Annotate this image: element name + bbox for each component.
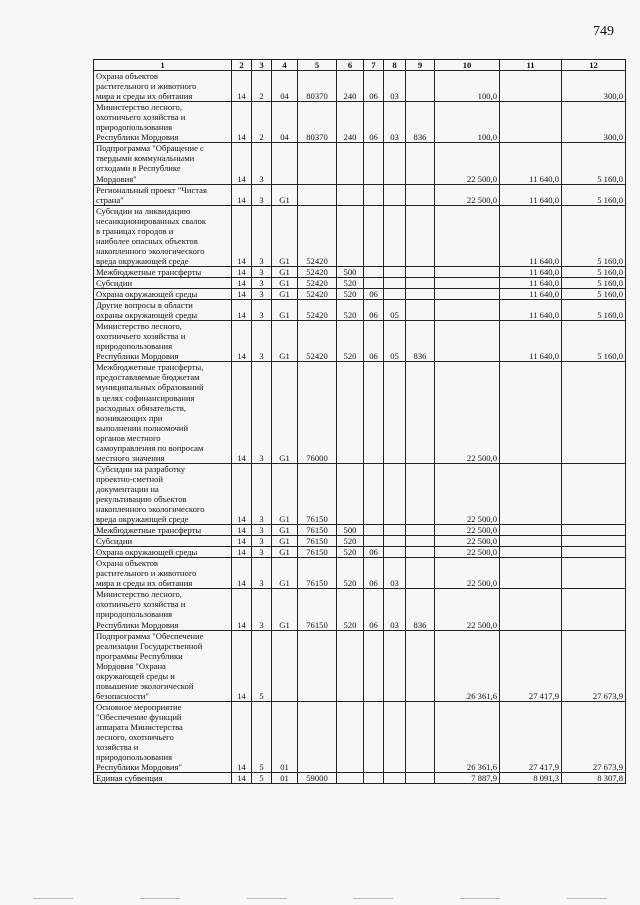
code-cell: G1 (272, 300, 298, 321)
code-cell: 03 (384, 558, 406, 589)
table-row (94, 321, 626, 362)
code-cell: 520 (337, 289, 364, 300)
amount-cell (562, 536, 626, 547)
expense-name-cell: Министерство лесного, охотничьего хозяйства и природопользования Республики Мордовия (94, 321, 232, 362)
code-cell: 59000 (298, 773, 337, 784)
code-cell: 01 (272, 701, 298, 772)
code-cell: 3 (252, 277, 272, 288)
code-cell (406, 277, 435, 288)
code-cell (337, 701, 364, 772)
code-cell: 80370 (298, 102, 337, 143)
code-cell (406, 773, 435, 784)
code-cell (406, 701, 435, 772)
code-cell: 04 (272, 71, 298, 102)
code-cell: 52420 (298, 205, 337, 266)
expense-name-cell: Субсидии на разработку проектно-сметной документации на рекультивацию объектов накопленного экологического вреда окружающей среде (94, 463, 232, 524)
table-row (94, 558, 626, 589)
column-header: 8 (384, 60, 406, 71)
code-cell: 14 (232, 300, 252, 321)
amount-cell: 5 160,0 (562, 277, 626, 288)
table-row (94, 463, 626, 524)
amount-cell: 5 160,0 (562, 321, 626, 362)
code-cell: 06 (364, 558, 384, 589)
code-cell: 520 (337, 589, 364, 630)
amount-cell: 11 640,0 (500, 143, 562, 184)
code-cell: 3 (252, 525, 272, 536)
code-cell: 06 (364, 589, 384, 630)
amount-cell (500, 102, 562, 143)
code-cell (384, 184, 406, 205)
code-cell: 14 (232, 266, 252, 277)
code-cell (364, 630, 384, 701)
expense-name-cell: Субсидии на ликвидацию несанкционированных свалок в границах городов и наиболее опасных объектов накопленного экологического вреда окружающей среде (94, 205, 232, 266)
amount-cell: 8 091,3 (500, 773, 562, 784)
code-cell: 76150 (298, 589, 337, 630)
code-cell (337, 184, 364, 205)
code-cell: 06 (364, 321, 384, 362)
amount-cell: 27 673,9 (562, 701, 626, 772)
table-row (94, 277, 626, 288)
amount-cell (562, 525, 626, 536)
code-cell: G1 (272, 321, 298, 362)
amount-cell (435, 277, 500, 288)
code-cell: G1 (272, 277, 298, 288)
code-cell: 240 (337, 102, 364, 143)
code-cell: 2 (252, 102, 272, 143)
amount-cell: 22 500,0 (435, 589, 500, 630)
code-cell: 5 (252, 773, 272, 784)
code-cell: 76000 (298, 362, 337, 463)
amount-cell: 5 160,0 (562, 143, 626, 184)
amount-cell: 27 417,9 (500, 630, 562, 701)
code-cell: 14 (232, 277, 252, 288)
column-header: 9 (406, 60, 435, 71)
code-cell: 3 (252, 362, 272, 463)
code-cell: 14 (232, 525, 252, 536)
code-cell: 240 (337, 71, 364, 102)
expense-name-cell: Министерство лесного, охотничьего хозяйства и природопользования Республики Мордовия (94, 589, 232, 630)
expense-name-cell: Министерство лесного, охотничьего хозяйства и природопользования Республики Мордовия (94, 102, 232, 143)
code-cell (298, 630, 337, 701)
code-cell (384, 547, 406, 558)
column-header: 7 (364, 60, 384, 71)
code-cell: G1 (272, 184, 298, 205)
amount-cell (562, 463, 626, 524)
code-cell: 3 (252, 321, 272, 362)
code-cell: 500 (337, 266, 364, 277)
table-row (94, 300, 626, 321)
code-cell: G1 (272, 558, 298, 589)
expense-name-cell: Охрана объектов растительного и животного мира и среды их обитания (94, 71, 232, 102)
code-cell: 836 (406, 102, 435, 143)
column-header: 3 (252, 60, 272, 71)
column-header: 11 (500, 60, 562, 71)
code-cell: 04 (272, 102, 298, 143)
amount-cell (435, 300, 500, 321)
code-cell: 2 (252, 71, 272, 102)
code-cell: 3 (252, 289, 272, 300)
code-cell (406, 184, 435, 205)
code-cell (337, 362, 364, 463)
scan-edge-marks (0, 898, 640, 902)
budget-table (93, 59, 626, 784)
amount-cell: 11 640,0 (500, 205, 562, 266)
amount-cell: 11 640,0 (500, 277, 562, 288)
amount-cell (500, 558, 562, 589)
table-row (94, 184, 626, 205)
amount-cell: 5 160,0 (562, 184, 626, 205)
amount-cell: 22 500,0 (435, 547, 500, 558)
table-row (94, 589, 626, 630)
table-row (94, 266, 626, 277)
code-cell: 5 (252, 701, 272, 772)
code-cell: 76150 (298, 525, 337, 536)
code-cell: 52420 (298, 277, 337, 288)
code-cell (406, 547, 435, 558)
table-row (94, 362, 626, 463)
code-cell (406, 558, 435, 589)
code-cell (337, 773, 364, 784)
code-cell: 14 (232, 143, 252, 184)
code-cell (384, 289, 406, 300)
amount-cell (435, 289, 500, 300)
code-cell: 06 (364, 547, 384, 558)
code-cell: 3 (252, 547, 272, 558)
table-row (94, 536, 626, 547)
code-cell: 06 (364, 300, 384, 321)
code-cell: 14 (232, 589, 252, 630)
code-cell (384, 362, 406, 463)
table-row (94, 205, 626, 266)
code-cell: 14 (232, 536, 252, 547)
code-cell (384, 143, 406, 184)
code-cell (298, 143, 337, 184)
amount-cell: 22 500,0 (435, 362, 500, 463)
amount-cell: 22 500,0 (435, 463, 500, 524)
code-cell (364, 184, 384, 205)
code-cell: 14 (232, 184, 252, 205)
amount-cell: 8 307,8 (562, 773, 626, 784)
amount-cell: 11 640,0 (500, 300, 562, 321)
expense-name-cell: Межбюджетные трансферты (94, 525, 232, 536)
amount-cell: 300,0 (562, 71, 626, 102)
amount-cell (562, 589, 626, 630)
expense-name-cell: Региональный проект "Чистая страна" (94, 184, 232, 205)
code-cell (384, 463, 406, 524)
code-cell: 14 (232, 102, 252, 143)
amount-cell: 5 160,0 (562, 205, 626, 266)
table-row (94, 525, 626, 536)
expense-name-cell: Межбюджетные трансферты (94, 266, 232, 277)
expense-name-cell: Охрана окружающей среды (94, 289, 232, 300)
amount-cell (500, 463, 562, 524)
code-cell (384, 773, 406, 784)
code-cell: 3 (252, 463, 272, 524)
amount-cell: 22 500,0 (435, 558, 500, 589)
code-cell (384, 205, 406, 266)
code-cell (406, 362, 435, 463)
code-cell: 3 (252, 266, 272, 277)
amount-cell: 7 887,9 (435, 773, 500, 784)
code-cell: 06 (364, 289, 384, 300)
expense-name-cell: Единая субвенция (94, 773, 232, 784)
code-cell (384, 525, 406, 536)
table-row (94, 71, 626, 102)
expense-name-cell: Подпрограмма "Обеспечение реализации Государственной программы Республики Мордовия "Охрана окружающей среды и повышение экологической безопасности" (94, 630, 232, 701)
amount-cell: 11 640,0 (500, 321, 562, 362)
code-cell: 14 (232, 630, 252, 701)
code-cell: 06 (364, 71, 384, 102)
amount-cell: 27 673,9 (562, 630, 626, 701)
code-cell (406, 71, 435, 102)
expense-name-cell: Межбюджетные трансферты, предоставляемые бюджетам муниципальных образований в целях софинансирования расходных обязательств, возникающих при выполнении полномочий органов местного самоуправления по вопросам местного значения (94, 362, 232, 463)
amount-cell: 300,0 (562, 102, 626, 143)
code-cell: 80370 (298, 71, 337, 102)
code-cell: 03 (384, 589, 406, 630)
code-cell: 3 (252, 589, 272, 630)
code-cell (364, 143, 384, 184)
amount-cell: 11 640,0 (500, 266, 562, 277)
code-cell (364, 362, 384, 463)
code-cell: G1 (272, 463, 298, 524)
code-cell: 76150 (298, 463, 337, 524)
code-cell (384, 630, 406, 701)
expense-name-cell: Охрана окружающей среды (94, 547, 232, 558)
table-row (94, 773, 626, 784)
code-cell (272, 143, 298, 184)
code-cell: G1 (272, 536, 298, 547)
expense-name-cell: Подпрограмма "Обращение с твердыми коммунальными отходами в Республике Мордовия" (94, 143, 232, 184)
column-header: 2 (232, 60, 252, 71)
code-cell: G1 (272, 289, 298, 300)
code-cell: 14 (232, 321, 252, 362)
code-cell: 520 (337, 536, 364, 547)
code-cell: 500 (337, 525, 364, 536)
code-cell: 520 (337, 277, 364, 288)
amount-cell (562, 547, 626, 558)
amount-cell: 5 160,0 (562, 300, 626, 321)
amount-cell (562, 558, 626, 589)
amount-cell (500, 547, 562, 558)
code-cell: 14 (232, 773, 252, 784)
code-cell: 05 (384, 321, 406, 362)
code-cell (337, 205, 364, 266)
code-cell (364, 266, 384, 277)
code-cell: 520 (337, 547, 364, 558)
code-cell (364, 205, 384, 266)
code-cell (337, 143, 364, 184)
code-cell: 03 (384, 102, 406, 143)
column-header: 1 (94, 60, 232, 71)
table-row (94, 547, 626, 558)
code-cell: G1 (272, 362, 298, 463)
code-cell (337, 630, 364, 701)
amount-cell: 22 500,0 (435, 525, 500, 536)
amount-cell: 22 500,0 (435, 184, 500, 205)
code-cell: 14 (232, 71, 252, 102)
table-row (94, 102, 626, 143)
code-cell (406, 463, 435, 524)
code-cell: G1 (272, 205, 298, 266)
code-cell (406, 205, 435, 266)
column-header: 4 (272, 60, 298, 71)
expense-name-cell: Основное мероприятие "Обеспечение функций аппарата Министерства лесного, охотничьего хозяйства и природопользования Республики Мордовия" (94, 701, 232, 772)
amount-cell: 11 640,0 (500, 184, 562, 205)
amount-cell: 26 361,6 (435, 701, 500, 772)
amount-cell (500, 525, 562, 536)
code-cell: 520 (337, 300, 364, 321)
code-cell: 14 (232, 701, 252, 772)
code-cell: 05 (384, 300, 406, 321)
amount-cell: 100,0 (435, 102, 500, 143)
code-cell: 76150 (298, 547, 337, 558)
table-row (94, 143, 626, 184)
amount-cell (435, 321, 500, 362)
code-cell: 3 (252, 558, 272, 589)
code-cell: 836 (406, 589, 435, 630)
code-cell: G1 (272, 525, 298, 536)
amount-cell: 11 640,0 (500, 289, 562, 300)
amount-cell: 27 417,9 (500, 701, 562, 772)
code-cell (364, 536, 384, 547)
code-cell (406, 289, 435, 300)
code-cell: 14 (232, 547, 252, 558)
code-cell (406, 525, 435, 536)
amount-cell: 22 500,0 (435, 143, 500, 184)
code-cell: 3 (252, 205, 272, 266)
code-cell (406, 536, 435, 547)
amount-cell (435, 205, 500, 266)
code-cell (384, 701, 406, 772)
code-cell: G1 (272, 266, 298, 277)
code-cell (406, 266, 435, 277)
code-cell (406, 143, 435, 184)
code-cell: 52420 (298, 289, 337, 300)
code-cell: 520 (337, 558, 364, 589)
code-cell (364, 277, 384, 288)
expense-name-cell: Субсидии (94, 536, 232, 547)
table-header-row (94, 60, 626, 71)
table-row (94, 630, 626, 701)
code-cell: 3 (252, 184, 272, 205)
table-row (94, 289, 626, 300)
expense-name-cell: Субсидии (94, 277, 232, 288)
code-cell: 14 (232, 205, 252, 266)
code-cell: 5 (252, 630, 272, 701)
code-cell (384, 277, 406, 288)
column-header: 5 (298, 60, 337, 71)
code-cell: 3 (252, 300, 272, 321)
code-cell: 52420 (298, 321, 337, 362)
code-cell (384, 266, 406, 277)
code-cell: 520 (337, 321, 364, 362)
column-header: 12 (562, 60, 626, 71)
code-cell (364, 525, 384, 536)
amount-cell (500, 362, 562, 463)
code-cell: 06 (364, 102, 384, 143)
code-cell (337, 463, 364, 524)
code-cell: 52420 (298, 300, 337, 321)
code-cell: 836 (406, 321, 435, 362)
code-cell (364, 773, 384, 784)
amount-cell: 5 160,0 (562, 266, 626, 277)
expense-name-cell: Охрана объектов растительного и животного мира и среды их обитания (94, 558, 232, 589)
code-cell: 3 (252, 143, 272, 184)
page-number: 749 (593, 24, 614, 39)
amount-cell (500, 589, 562, 630)
code-cell (364, 463, 384, 524)
amount-cell (500, 536, 562, 547)
amount-cell (435, 266, 500, 277)
code-cell: 01 (272, 773, 298, 784)
amount-cell: 100,0 (435, 71, 500, 102)
amount-cell: 22 500,0 (435, 536, 500, 547)
code-cell: 14 (232, 362, 252, 463)
code-cell: 3 (252, 536, 272, 547)
code-cell: 14 (232, 463, 252, 524)
code-cell (364, 701, 384, 772)
code-cell: G1 (272, 589, 298, 630)
amount-cell (562, 362, 626, 463)
column-header: 6 (337, 60, 364, 71)
amount-cell: 26 361,6 (435, 630, 500, 701)
code-cell (298, 701, 337, 772)
column-header: 10 (435, 60, 500, 71)
code-cell: 14 (232, 558, 252, 589)
code-cell: 14 (232, 289, 252, 300)
expense-name-cell: Другие вопросы в области охраны окружающей среды (94, 300, 232, 321)
amount-cell (500, 71, 562, 102)
table-row (94, 701, 626, 772)
code-cell (406, 300, 435, 321)
code-cell: G1 (272, 547, 298, 558)
code-cell: 76150 (298, 558, 337, 589)
code-cell (384, 536, 406, 547)
code-cell: 03 (384, 71, 406, 102)
amount-cell: 5 160,0 (562, 289, 626, 300)
code-cell (272, 630, 298, 701)
code-cell: 76150 (298, 536, 337, 547)
code-cell: 52420 (298, 266, 337, 277)
code-cell (406, 630, 435, 701)
code-cell (298, 184, 337, 205)
